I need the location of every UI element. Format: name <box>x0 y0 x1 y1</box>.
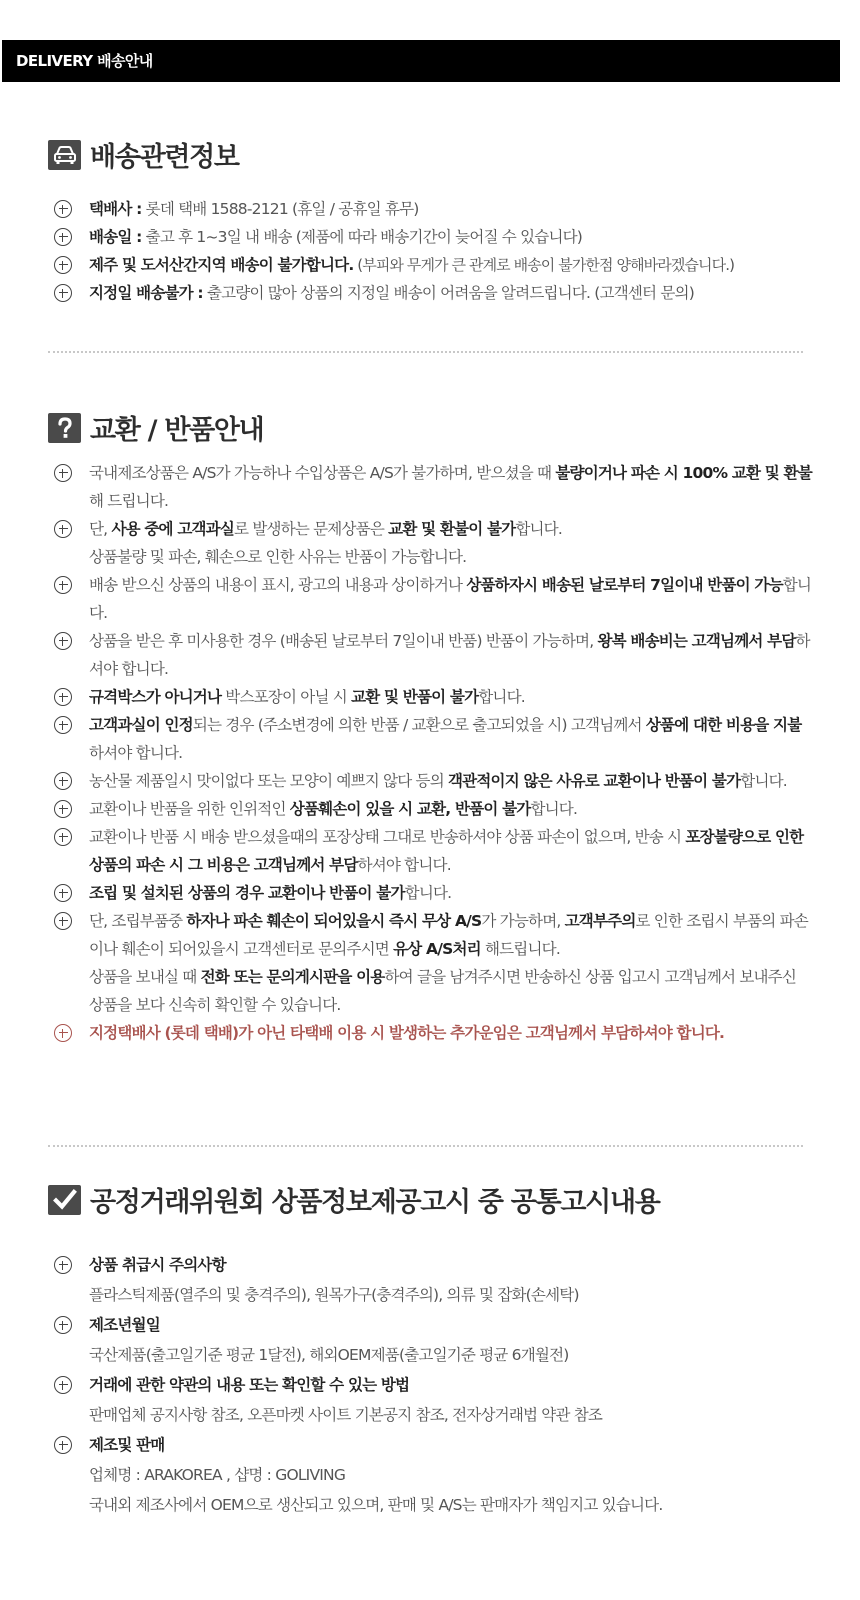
list-item: 단, 사용 중에 고객과실로 발생하는 문제상품은 교환 및 환불이 불가합니다. 상품불량 및 파손, 훼손으로 인한 사유는 반품이 가능합니다. <box>54 515 814 571</box>
list-item: 교환이나 반품을 위한 인위적인 상품훼손이 있을 시 교환, 반품이 불가합니다. <box>54 795 814 823</box>
delivery-section-header <box>48 135 239 174</box>
plus-circle-icon <box>54 1316 72 1334</box>
returns-section-header <box>48 408 263 447</box>
list-item: 제조년월일 국산제품(출고일기준 평균 1달전), 해외OEM제품(출고일기준 평균 6개월전) <box>54 1310 814 1370</box>
list-item: 지정일 배송불가 : 출고량이 많아 상품의 지정일 배송이 어려움을 알려드립니다. (고객센터 문의) <box>54 279 814 307</box>
notice-section-header <box>48 1180 660 1219</box>
plus-circle-icon <box>54 284 72 302</box>
plus-circle-icon <box>54 688 72 706</box>
list-item: 상품 취급시 주의사항 플라스틱제품(열주의 및 충격주의), 원목가구(충격주의), 의류 및 잡화(손세탁) <box>54 1250 814 1310</box>
car-icon <box>48 140 81 170</box>
plus-circle-icon <box>54 256 72 274</box>
delivery-info-list <box>54 195 814 307</box>
section-divider <box>48 351 803 353</box>
list-item: 교환이나 반품 시 배송 받으셨을때의 포장상태 그대로 반송하셔야 상품 파손이 없으며, 반송 시 포장불량으로 인한 상품의 파손 시 그 비용은 고객님께서 부담하셔야 합니다. <box>54 823 814 879</box>
plus-circle-icon <box>54 1436 72 1454</box>
list-item: 제주 및 도서산간지역 배송이 불가합니다. (부피와 무게가 큰 관계로 배송이 불가한점 양해바라겠습니다.) <box>54 251 814 279</box>
plus-circle-icon <box>54 576 72 594</box>
plus-circle-icon <box>54 772 72 790</box>
list-item: 거래에 관한 약관의 내용 또는 확인할 수 있는 방법 판매업체 공지사항 참조, 오픈마켓 사이트 기본공지 참조, 전자상거래법 약관 참조 <box>54 1370 814 1430</box>
plus-circle-icon <box>54 632 72 650</box>
plus-circle-icon <box>54 228 72 246</box>
list-item: 국내제조상품은 A/S가 가능하나 수입상품은 A/S가 불가하며, 받으셨을 때 불량이거나 파손 시 100% 교환 및 환불해 드립니다. <box>54 459 814 515</box>
plus-circle-icon <box>54 800 72 818</box>
plus-circle-icon <box>54 1376 72 1394</box>
list-item: 규격박스가 아니거나 박스포장이 아닐 시 교환 및 반품이 불가합니다. <box>54 683 814 711</box>
notice-info-list <box>54 1250 814 1520</box>
list-item: 단, 조립부품중 하자나 파손 훼손이 되어있을시 즉시 무상 A/S가 가능하며, 고객부주의로 인한 조립시 부품의 파손이나 훼손이 되어있을시 고객센터로 문의주시면 유상 A/S처리 해드립니다. 상품을 보내실 때 전화 또는 문의게시판을 이용하여 글을 남겨주시면 반송하신 상품 입고시 고객님께서 보내주신 상품을 보다 신속히 확인할 수 있습니다. <box>54 907 814 1019</box>
list-item: 배송 받으신 상품의 내용이 표시, 광고의 내용과 상이하거나 상품하자시 배송된 날로부터 7일이내 반품이 가능합니다. <box>54 571 814 627</box>
plus-circle-icon <box>54 884 72 902</box>
list-item: 조립 및 설치된 상품의 경우 교환이나 반품이 불가합니다. <box>54 879 814 907</box>
list-item: 배송일 : 출고 후 1~3일 내 배송 (제품에 따라 배송기간이 늦어질 수 있습니다) <box>54 223 814 251</box>
list-item: 택배사 : 롯데 택배 1588-2121 (휴일 / 공휴일 휴무) <box>54 195 814 223</box>
plus-circle-icon <box>54 464 72 482</box>
delivery-banner: DELIVERY 배송안내 <box>2 40 840 82</box>
list-item: 제조및 판매 업체명 : ARAKOREA , 샵명 : GOLIVING 국내외 제조사에서 OEM으로 생산되고 있으며, 판매 및 A/S는 판매자가 책임지고 있습니다. <box>54 1430 814 1520</box>
plus-circle-icon <box>54 520 72 538</box>
list-item: 고객과실이 인정되는 경우 (주소변경에 의한 반품 / 교환으로 출고되었을 시) 고객님께서 상품에 대한 비용을 지불하셔야 합니다. <box>54 711 814 767</box>
checkmark-icon <box>48 1185 81 1215</box>
list-item: 농산물 제품일시 맛이없다 또는 모양이 예쁘지 않다 등의 객관적이지 않은 사유로 교환이나 반품이 불가합니다. <box>54 767 814 795</box>
section-divider <box>48 1145 803 1147</box>
plus-circle-icon <box>54 828 72 846</box>
plus-circle-icon <box>54 716 72 734</box>
plus-circle-icon <box>54 912 72 930</box>
list-item: 지정택배사 (롯데 택배)가 아닌 타택배 이용 시 발생하는 추가운임은 고객님께서 부담하셔야 합니다. <box>54 1019 814 1047</box>
plus-circle-icon <box>54 200 72 218</box>
plus-circle-icon <box>54 1256 72 1274</box>
delivery-section-title: 배송관련정보 <box>90 142 239 173</box>
list-item: 상품을 받은 후 미사용한 경우 (배송된 날로부터 7일이내 반품) 반품이 가능하며, 왕복 배송비는 고객님께서 부담하셔야 합니다. <box>54 627 814 683</box>
returns-info-list <box>54 459 814 1047</box>
returns-section-title: 교환 / 반품안내 <box>90 415 264 446</box>
notice-section-title: 공정거래위원회 상품정보제공고시 중 공통고시내용 <box>90 1187 660 1218</box>
question-icon <box>48 413 81 443</box>
plus-circle-icon <box>54 1024 72 1042</box>
